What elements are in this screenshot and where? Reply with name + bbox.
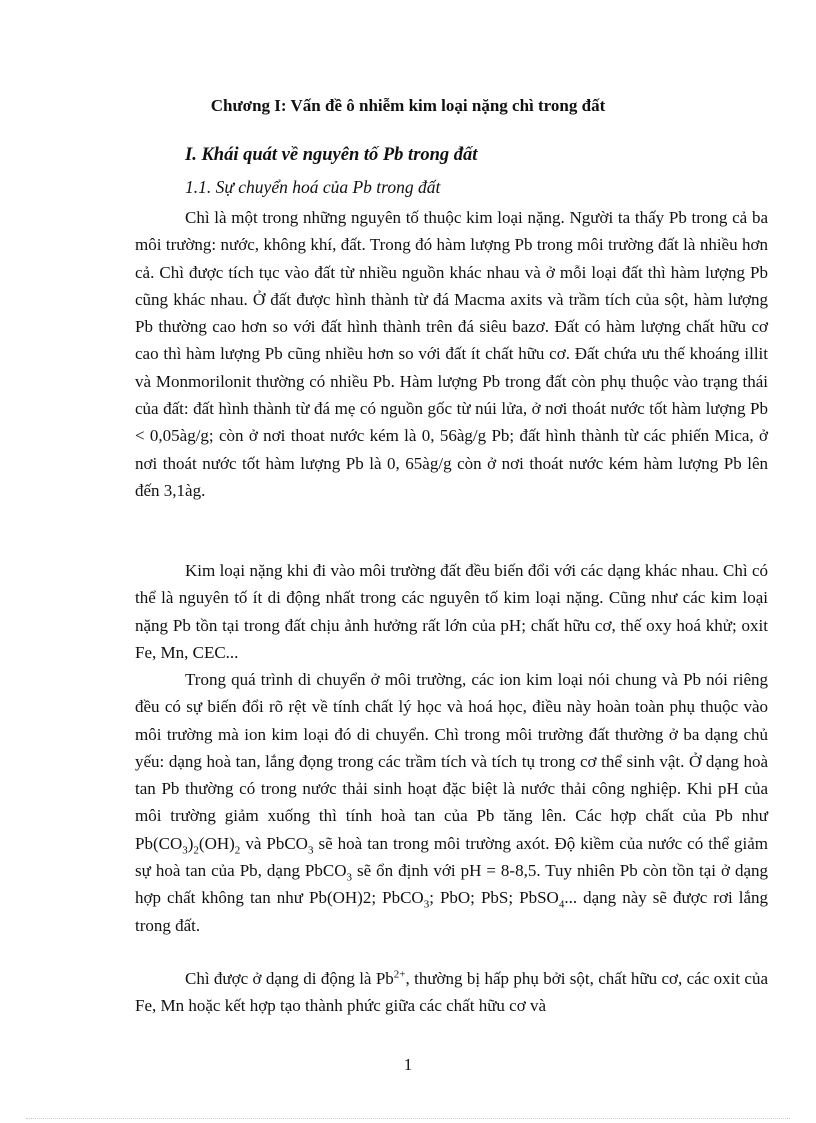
p3-formula-1-sub2: 2	[193, 844, 199, 857]
p3-formula-5-sub: 4	[558, 898, 565, 911]
p3-text-mid3: sẽ ổn định với pH = 8-8,5. Tuy nhiên Pb còn tồn tại ở dạng hợp chất không tan như Pb(OH)2; PbCO	[135, 861, 769, 908]
p3-text-mid4: ; PbO; PbS; PbSO	[429, 888, 559, 908]
p3-formula-1b: )	[187, 833, 194, 853]
chapter-title: Chương I: Vấn đề ô nhiễm kim loại nặng chì trong đất	[210, 96, 606, 115]
subsection-heading: 1.1. Sự chuyển hoá của Pb trong đất	[185, 177, 441, 197]
paragraph-1: Chì là một trong những nguyên tố thuộc kim loại nặng. Người ta thấy Pb trong cả ba môi trường: nước, không khí, đất. Trong đó hàm lượng Pb trong môi trường đất là nhiều hơn cả. Chì được tích tục vào đất từ nhiều nguồn khác nhau và ở mỗi loại đất thì hàm lượng Pb cũng khác nhau. Ở đất được hình thành từ đá Macma axits và trầm tích của sột, hàm lượng Pb thường cao hơn so với đất hình thành trên đá siêu bazơ. Đất có hàm lượng chất hữu cơ cao thì hàm lượng Pb cũng nhiều hơn so với đất ít chất hữu cơ. Đất chứa ưu thế khoáng illit và Monmorilonit thường có nhiều Pb. Hàm lượng Pb trong đất còn phụ thuộc vào trạng thái của đất: đất hình thành từ đá mẹ có nguồn gốc từ núi lửa, ở nơi thoát nước tốt hàm lượng Pb < 0,05àg/g; còn ở nơi thoat nước kém là 0, 56àg/g Pb; đất hình thành từ các phiến Mica, ở nơi thoát nước tốt hàm lượng Pb là 0, 65àg/g còn ở nơi thoát nước kém hàm lượng Pb lên đến 3,1àg.	[135, 208, 768, 500]
p3-text-end: ... dạng này sẽ được rơi lắng trong đất.	[135, 888, 768, 935]
paragraph-2: Kim loại nặng khi đi vào môi trường đất đều biến đổi với các dạng khác nhau. Chì có thể là nguyên tố ít di động nhất trong các nguyên tố kim loại nặng. Cũng như các kim loại nặng Pb tồn tại trong đất chịu ảnh hưởng rất lớn của pH; chất hữu cơ, thế oxy hoá khử; oxit Fe, Mn, CEC...	[135, 561, 768, 662]
p3-text-a: Trong quá trình di chuyển ở môi trường, các ion kim loại nói chung và Pb nói riêng đều có sự biến đổi rõ rệt về tính chất lý học và hoá học, điều này hoàn toàn phụ thuộc vào môi trường mà ion kim loại đó di chuyển. Chì trong môi trường đất thường ở ba dạng chủ yếu: dạng hoà tan, lắng đọng trong các trầm tích và tích tụ trong cơ thể sinh vật. Ở dạng hoà tan Pb thường có trong nước thải sinh hoạt đặc biệt là nước thải công nghiệp. Khi pH của môi trường giảm xuống thì tính hoà tan của Pb tăng lên. Các hợp chất của Pb như	[135, 670, 768, 826]
p4-charge-sup: 2+	[393, 968, 406, 981]
page-number: 1	[403, 1055, 413, 1074]
p4-text-b: , thường bị hấp phụ bởi sột, chất hữu cơ, các oxit của Fe, Mn hoặc kết hợp tạo thành phức giữa các chất hữu cơ và	[135, 969, 768, 1016]
page-bottom-rule	[26, 1118, 790, 1119]
p3-formula-4-sub: 3	[423, 898, 430, 911]
paragraph-4	[135, 965, 768, 1020]
p3-formula-1c: (OH)	[198, 833, 235, 853]
p3-text-mid2: sẽ hoà tan trong môi trường axót. Độ kiềm của nước có thể giảm sự hoà tan của Pb, dạng PbCO	[135, 833, 768, 881]
p3-formula-1-sub1: 3	[182, 844, 188, 857]
section-heading: I. Khái quát về nguyên tố Pb trong đất	[185, 145, 478, 165]
paragraph-3	[135, 666, 768, 939]
p3-formula-1a: Pb(CO	[135, 833, 183, 853]
p3-formula-3-sub: 3	[346, 871, 353, 884]
p4-text-a: Chì được ở dạng di động là Pb	[185, 969, 394, 988]
p3-text-mid1: và PbCO	[240, 833, 308, 853]
p3-formula-2-sub: 3	[307, 844, 314, 857]
p3-formula-1-sub3: 2	[234, 844, 241, 857]
